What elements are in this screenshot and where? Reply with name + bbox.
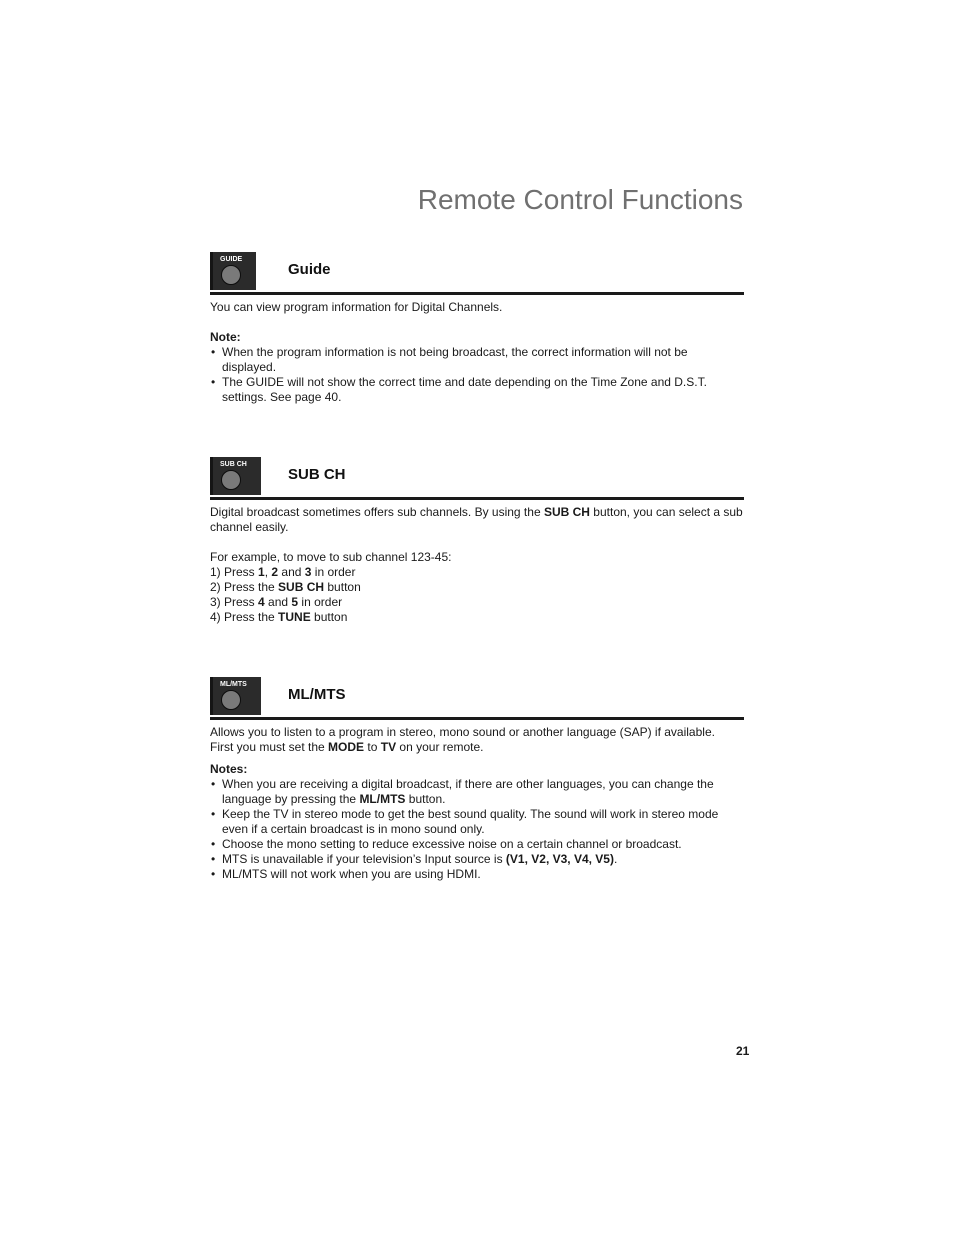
sub-ch-example-intro: For example, to move to sub channel 123-45:	[210, 550, 452, 564]
mlmts-intro-line2: First you must set the MODE to TV on your remote.	[210, 740, 484, 754]
guide-button-label: GUIDE	[220, 256, 243, 263]
mlmts-note-heading: Notes:	[210, 762, 248, 776]
step-item: 1) Press 1, 2 and 3 in order	[210, 565, 356, 579]
sub-ch-title: SUB CH	[288, 466, 346, 483]
list-item: • MTS is unavailable if your television’s Input source is (V1, V2, V3, V4, V5).	[210, 852, 744, 867]
list-item: • Choose the mono setting to reduce excessive noise on a certain channel or broadcast.	[210, 837, 744, 852]
guide-note-heading: Note:	[210, 330, 241, 344]
page-number: 21	[736, 1044, 750, 1058]
guide-notes-list	[210, 345, 744, 405]
sub-ch-intro: Digital broadcast sometimes offers sub channels. By using the SUB CH button, you can select a sub channel easily.	[210, 505, 743, 534]
mlmts-notes-list	[210, 777, 744, 882]
section-divider	[210, 717, 744, 720]
sub-ch-header	[210, 457, 744, 495]
mlmts-intro-line1: Allows you to listen to a program in stereo, mono sound or another language (SAP) if available.	[210, 725, 715, 739]
guide-section	[210, 252, 744, 405]
sub-ch-section	[210, 457, 744, 625]
mlmts-header	[210, 677, 744, 715]
round-button-icon	[221, 690, 241, 710]
mlmts-section	[210, 677, 744, 882]
round-button-icon	[221, 470, 241, 490]
mlmts-button-image	[210, 677, 261, 715]
guide-title: Guide	[288, 261, 331, 278]
list-item: • Keep the TV in stereo mode to get the best sound quality. The sound will work in stereo mode even if a certain broadcast is in mono sound only.	[210, 807, 744, 837]
mlmts-button-label: ML/MTS	[220, 681, 247, 688]
section-divider	[210, 497, 744, 500]
sub-ch-button-label: SUB CH	[220, 461, 247, 468]
step-item: 2) Press the SUB CH button	[210, 580, 361, 594]
guide-button-image	[210, 252, 256, 290]
section-divider	[210, 292, 744, 295]
list-item: • When the program information is not being broadcast, the correct information will not be displayed.	[210, 345, 744, 375]
guide-header	[210, 252, 744, 290]
page-title: Remote Control Functions	[417, 184, 743, 215]
list-item: • The GUIDE will not show the correct time and date depending on the Time Zone and D.S.T. settings. See page 40.	[210, 375, 744, 405]
round-button-icon	[221, 265, 241, 285]
step-item: 4) Press the TUNE button	[210, 610, 348, 624]
sub-ch-button-image	[210, 457, 261, 495]
list-item: • ML/MTS will not work when you are using HDMI.	[210, 867, 744, 882]
step-item: 3) Press 4 and 5 in order	[210, 595, 343, 609]
list-item: • When you are receiving a digital broadcast, if there are other languages, you can change the language by pressing the ML/MTS button.	[210, 777, 744, 807]
guide-intro: You can view program information for Digital Channels.	[210, 300, 503, 314]
mlmts-title: ML/MTS	[288, 686, 346, 703]
